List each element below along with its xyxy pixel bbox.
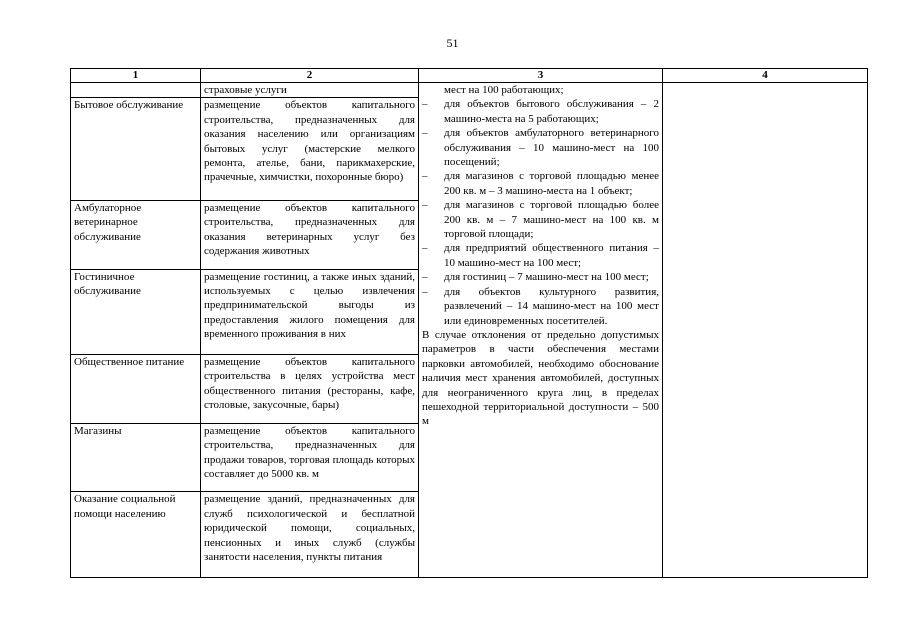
use-description-cell: размещение зданий, предназначенных для служб психологической и бесплатной юридической помощи, социальных, пенсионных и иных служб (службы занятости населения, пункты питания	[201, 492, 419, 578]
column-header-4: 4	[663, 69, 868, 83]
table-row	[71, 83, 868, 98]
list-item: – для гостиниц – 7 машино-мест на 100 мест;	[422, 271, 649, 284]
use-name-cell: Оказание социальной помощи населению	[71, 492, 201, 578]
list-item: – для магазинов с торговой площадью более 200 кв. м – 7 машино-мест на 100 кв. м торговой площади;	[422, 199, 659, 241]
use-description-cell: страховые услуги	[201, 83, 419, 98]
use-description-cell: размещение объектов капитального строительства, предназначенных для оказания ветеринарных услуг без содержания животных	[201, 200, 419, 269]
use-description-cell: размещение объектов капитального строительства, предназначенных для продажи товаров, торговая площадь которых составляет до 5000 кв. м	[201, 423, 419, 492]
use-name-cell: Магазины	[71, 423, 201, 492]
list-item: – для предприятий общественного питания – 10 машино-мест на 100 мест;	[422, 242, 659, 269]
column-header-3: 3	[419, 69, 663, 83]
use-description-cell: размещение объектов капитального строительства, предназначенных для оказания населению или организациям бытовых услуг (мастерские мелкого ремонта, ателье, бани, парикмахерские, прачечные, химчистки, похоронные бюро)	[201, 98, 419, 200]
use-name-cell: Общественное питание	[71, 355, 201, 424]
use-description-cell: размещение гостиниц, а также иных зданий, используемых с целью извлечения предпринимательской выгоды из предоставления жилого помещения для временного проживания в них	[201, 269, 419, 355]
column-header-2: 2	[201, 69, 419, 83]
column-header-1: 1	[71, 69, 201, 83]
header-row	[71, 69, 868, 83]
column-4-cell	[663, 83, 868, 578]
list-item: – для объектов культурного развития, развлечений – 14 машино-мест на 100 мест или единовременных посетителей.	[422, 285, 659, 327]
list-item: – для объектов амбулаторного ветеринарного обслуживания – 10 машино-мест на 100 посещений;	[422, 127, 659, 169]
use-name-cell: Амбулаторное ветеринарное обслуживание	[71, 200, 201, 269]
page-number: 51	[446, 36, 459, 50]
parking-closing-paragraph: В случае отклонения от предельно допустимых параметров в части обеспечения местами парковки автомобилей, необходимо обоснование наличия мест хранения автомобилей, доступных для неограниченного круга лиц, в пределах пешеходной территориальной доступности – 500 м	[422, 328, 659, 428]
land-use-table	[70, 68, 868, 578]
list-item: – для магазинов с торговой площадью менее 200 кв. м – 3 машино-места на 1 объект;	[422, 170, 659, 197]
parking-intro: мест на 100 работающих;	[444, 84, 564, 96]
use-name-cell: Гостиничное обслуживание	[71, 269, 201, 355]
use-description-cell: размещение объектов капитального строительства в целях устройства мест общественного питания (рестораны, кафе, столовые, закусочные, бары)	[201, 355, 419, 424]
use-name-cell: Бытовое обслуживание	[71, 98, 201, 200]
use-name-cell	[71, 83, 201, 98]
list-item: – для объектов бытового обслуживания – 2 машино-места на 5 работающих;	[422, 98, 659, 125]
parking-requirements-cell	[419, 83, 663, 578]
